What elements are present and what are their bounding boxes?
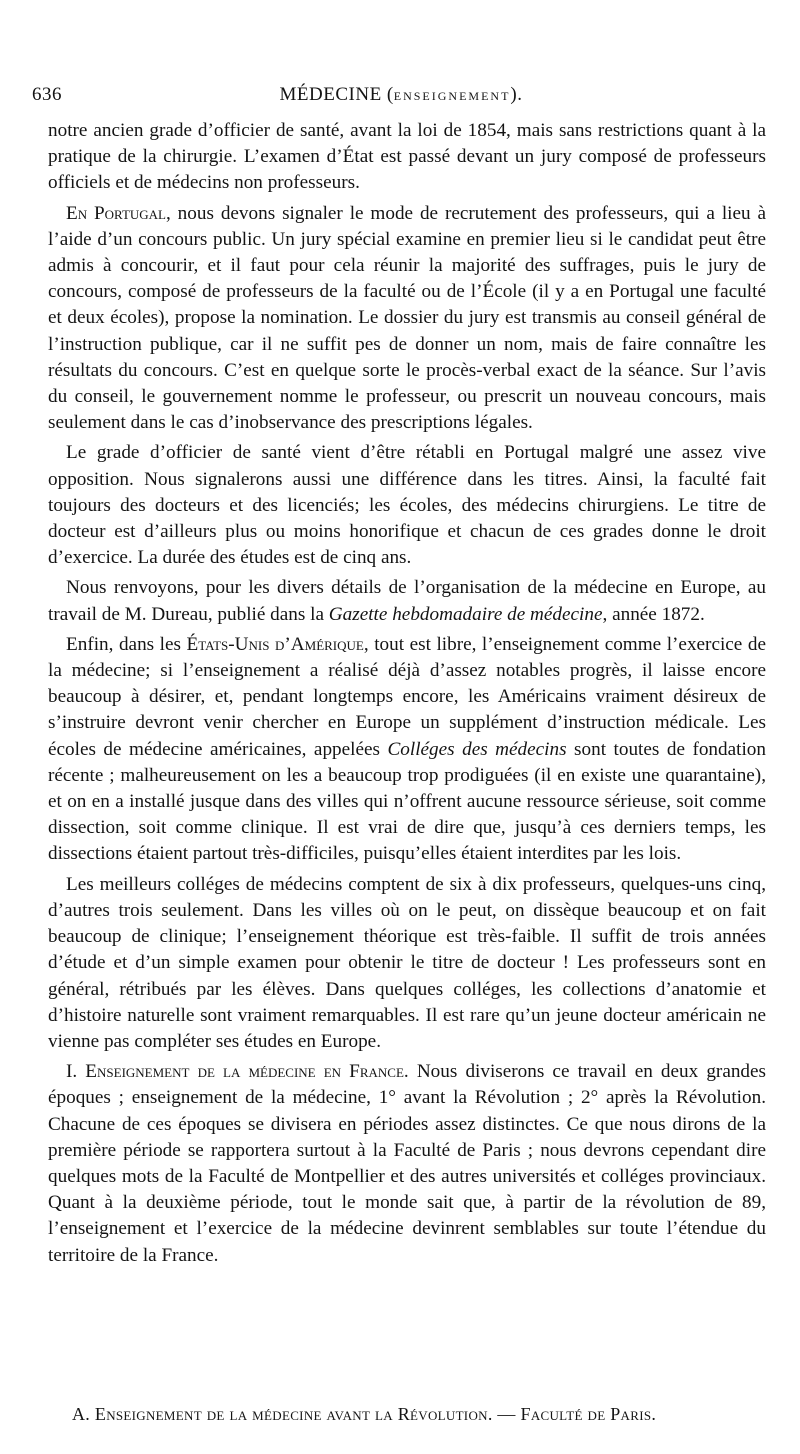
colleges-text: Les meilleurs colléges de médecins comptent de six à dix professeurs, quelques-uns cinq, d’autres trois seulement. Dans les villes où on le peut, on dissèque beaucoup et on fait beaucoup de clinique; l’enseignement théorique est très-faible. Il suffit de trois années d’étude et d’un simple examen pour obtenir le titre de docteur ! Les professeurs sont en général, rétribués par les élèves. Dans quelques colléges, les collections d’anatomie et d’histoire naturelle sont vraiment remarquables. Il est rare qu’un jeune docteur américain ne vienne pas compléter ses études en Europe.	[48, 873, 766, 1052]
etats-unis-name: États-Unis d’Amérique,	[186, 633, 369, 655]
portugal-text: nous devons signaler le mode de recrutement des professeurs, qui a lieu à l’aide d’un concours public. Un jury spécial examine en premier lieu si le candidat peut être admis à concourir, et il faut pour cela réunir la majorité des suffrages, puis le jury de concours, composé de professeurs de la faculté ou de l’École (il y a en Portugal une faculté et deux écoles), propose la nomination. Le dossier du jury est transmis au conseil général de l’instruction publique, car il ne suffit pes de donner un nom, mais de faire connaître les résultats du concours. C’est en quelque sorte le procès-verbal exact de la séance. Sur l’avis du conseil, le gouvernement nomme le professeur, ou prescrit un nouveau concours, mais seulement dans le cas d’inobservance des prescriptions légales.	[48, 202, 766, 434]
running-title-sub: ENSEIGNEMENT	[393, 89, 511, 103]
renvoyons-text-b: , année 1872.	[602, 603, 705, 625]
paragraph-section-i	[48, 1059, 766, 1269]
etats-unis-text-a: Enfin, dans les	[66, 633, 187, 655]
renvoyons-text-a: Nous renvoyons, pour les divers détails de l’organisation de la médecine en Europe, au travail de M. Dureau, publié dans la	[48, 577, 766, 625]
running-title-end: ).	[510, 84, 523, 105]
paragraph-etats-unis	[48, 632, 766, 868]
page-number: 636	[32, 84, 62, 105]
paragraph-portugal	[48, 201, 766, 437]
paragraph-renvoyons	[48, 575, 766, 627]
gazette-title: Gazette hebdomadaire de médecine	[328, 603, 603, 625]
section-i-heading: I. Enseignement de la médecine en France.	[66, 1061, 409, 1083]
paragraph-0	[48, 118, 766, 197]
body-text	[48, 118, 766, 1273]
section-i-text: Nous diviserons ce travail en deux grandes époques ; enseignement de la médecine, 1° avant la Révolution ; 2° après la Révolution. Chacune de ces époques se divisera en périodes assez distinctes. Ce que nous dirons de la première période se rapportera surtout à la Faculté de Paris ; nous devrons cependant dire quelques mots de la Faculté de Montpellier et des autres universités et colléges provinciaux. Quant à la deuxième période, tout le monde sait que, à partir de la révolution de 89, l’enseignement et l’exercice de la médecine devinrent semblables sur toute l’étendue du territoire de la France.	[48, 1061, 767, 1266]
portugal-lead: En Portugal,	[66, 202, 171, 224]
paragraph-officier	[48, 440, 766, 571]
etats-unis-text-c: sont toutes de fondation récente ; malheureusement on les a beaucoup trop prodiguées (il en existe une quarantaine), et on en a installé jusque dans des villes qui n’offrent aucune ressource sérieuse, soit comme dissection, soit comme clinique. Il est vrai de dire que, jusqu’à ces derniers temps, les dissections étaient partout très-difficiles, puisqu’elles étaient interdites par les lois.	[48, 738, 766, 865]
etats-unis-text-b: tout est libre, l’enseignement comme l’exercice de la médecine; si l’enseignement a réalisé déjà d’assez notables progrès, il laisse encore beaucoup à désirer, et, pendant longtemps encore, les Américains vraiment désireux de s’instruire devront venir chercher en Europe un supplément d’instruction médicale. Les écoles de médecine américaines, appelées	[48, 633, 766, 760]
subsection-a-heading: A. Enseignement de la médecine avant la Révolution. — Faculté de Paris.	[72, 1404, 657, 1424]
paragraph-0-text: notre ancien grade d’officier de santé, avant la loi de 1854, mais sans restrictions quant à la pratique de la chirurgie. L’examen d’État est passé devant un jury composé de professeurs officiels et de médecins non professeurs.	[48, 120, 766, 194]
officier-text: Le grade d’officier de santé vient d’être rétabli en Portugal malgré une assez vive opposition. Nous signalerons aussi une différence dans les titres. Ainsi, la faculté fait toujours des docteurs et des licenciés; les écoles, des médecins chirurgiens. Le titre de docteur est d’ailleurs plus ou moins honorifique et chacun de ces grades donne le droit d’exercice. La durée des études est de cinq ans.	[48, 442, 766, 569]
page-header	[32, 84, 770, 114]
paragraph-colleges	[48, 872, 766, 1055]
running-title	[32, 84, 770, 106]
colleges-term: Colléges des médecins	[387, 738, 567, 760]
running-title-main: MÉDECINE (	[279, 84, 394, 105]
